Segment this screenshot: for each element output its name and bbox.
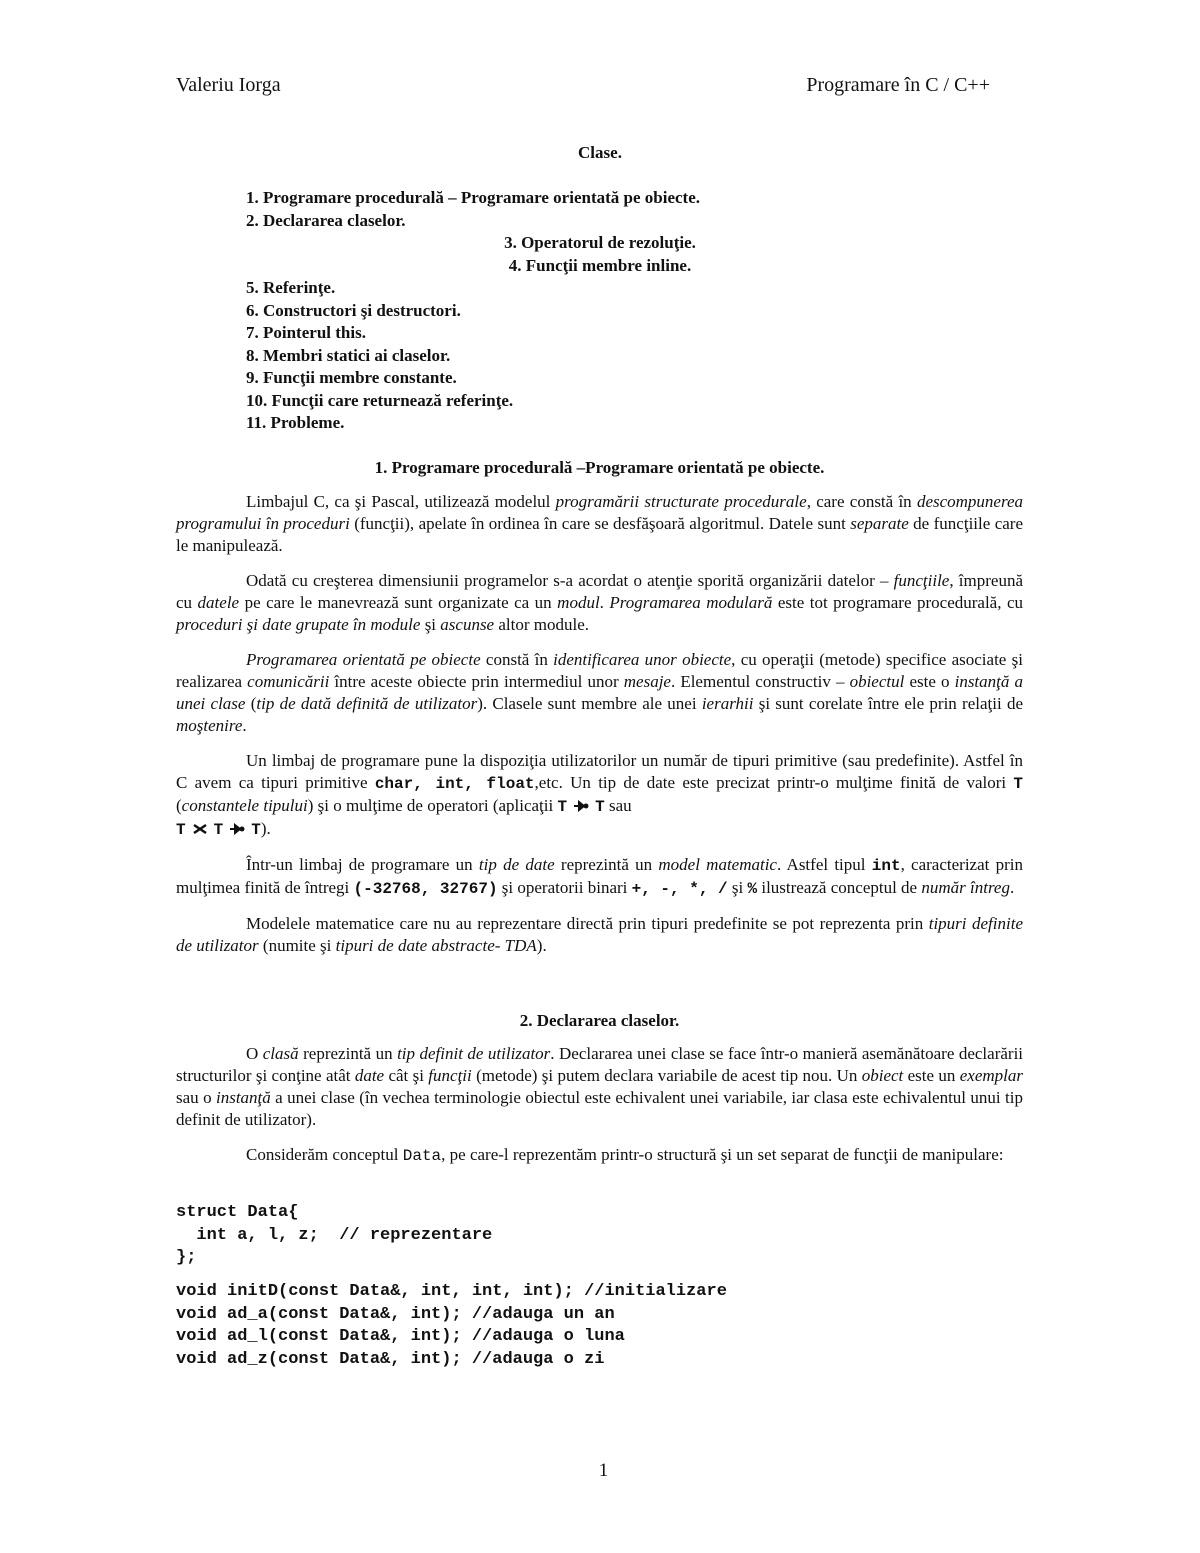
toc-item: 3. Operatorul de rezoluţie.	[504, 233, 696, 252]
arrow-symbol-icon	[573, 800, 589, 812]
toc-item: 9. Funcţii membre constante.	[246, 368, 457, 387]
toc-item: 6. Constructori şi destructori.	[246, 300, 461, 320]
paragraph: Un limbaj de programare pune la dispoziţia utilizatorilor un număr de tipuri primitive (sau predefinite). Astfel în C avem ca tipuri primitive char, int, float,etc. Un tip de date este precizat printr-o mulţime finită de valori T (constantele tipului) şi o mulţime de operatori (aplicaţii T T sau T T T).	[176, 751, 1023, 839]
header-author: Valeriu Iorga	[176, 74, 281, 96]
section-1-body	[176, 491, 1023, 957]
code-line: void ad_a(const Data&, int); //adauga un an	[176, 1304, 615, 1324]
paragraph: Într-un limbaj de programare un tip de date reprezintă un model matematic. Astfel tipul int, caracterizat prin mulţimea finită de întregi (-32768, 32767) şi operatorii binari +, -, *, / şi % ilustrează conceptul de număr întreg.	[176, 855, 1023, 898]
paragraph: Programarea orientată pe obiecte constă în identificarea unor obiecte, cu operaţii (metode) specifice asociate şi realizarea comunicării între aceste obiecte prin intermediul unor mesaje. Elementul constructiv – obiectul este o instanţă a unei clase (tip de dată definită de utilizator). Clasele sunt membre ale unei ierarhii şi sunt corelate între ele prin relaţii de moştenire.	[176, 650, 1023, 735]
section-2-body	[176, 1043, 1023, 1167]
section-1-heading: 1. Programare procedurală –Programare orientată pe obiecte.	[374, 458, 825, 477]
paragraph: Odată cu creşterea dimensiunii programelor s-a acordat o atenţie sporită organizării datelor – funcţiile, împreună cu datele pe care le manevrează sunt organizate ca un modul. Programarea modulară este tot programare procedurală, cu proceduri şi date grupate în module şi ascunse altor module.	[176, 571, 1024, 634]
code-line: void ad_l(const Data&, int); //adauga o luna	[176, 1327, 625, 1346]
paragraph: Modelele matematice care nu au reprezentare directă prin tipuri predefinite se pot reprezenta prin tipuri definite de utilizator (numite şi tipuri de date abstracte- TDA).	[176, 914, 1023, 955]
toc-item: 10. Funcţii care returnează referinţe.	[246, 390, 514, 410]
code-block-struct	[176, 1202, 492, 1270]
toc-item: 2. Declararea claselor.	[246, 210, 406, 230]
page-number: 1	[598, 1460, 609, 1481]
toc-item: 1. Programare procedurală – Programare orientată pe obiecte.	[246, 188, 701, 207]
header-course: Programare în C / C++	[806, 74, 990, 96]
arrow-symbol-icon	[229, 823, 245, 835]
toc-item: 7. Pointerul this.	[246, 323, 366, 342]
code-line: };	[176, 1248, 197, 1267]
code-line: void initD(const Data&, int, int, int); //initializare	[176, 1282, 727, 1301]
paragraph: Considerăm conceptul Data, pe care-l reprezentăm printr-o structură şi un set separat de funcţii de manipulare:	[246, 1145, 1004, 1165]
toc-item: 11. Probleme.	[246, 413, 345, 432]
paragraph: O clasă reprezintă un tip definit de utilizator. Declararea unei clase se face într-o manieră asemănătoare declarării structurilor şi conţine atât date cât şi funcţii (metode) şi putem declara variabile de acest tip nou. Un obiect este un exemplar sau o instanţă a unei clase (în vechea terminologie obiectul este echivalent unei variabile, iar clasa este echivalentul unui tip definit de utilizator).	[176, 1044, 1024, 1129]
code-block-functions	[176, 1281, 727, 1371]
section-2-heading: 2. Declararea claselor.	[519, 1011, 680, 1030]
paragraph: Limbajul C, ca şi Pascal, utilizează modelul programării structurate procedurale, care constă în descompunerea programului în proceduri (funcţii), apelate în ordinea în care se desfăşoară algoritmul. Datele sunt separate de funcţiile care le manipulează.	[176, 492, 1023, 555]
code-line: int a, l, z; // reprezentare	[176, 1225, 493, 1245]
cross-symbol-icon	[192, 823, 208, 835]
page-title: Clase.	[578, 143, 622, 162]
code-line: struct Data{	[176, 1203, 299, 1222]
toc-item: 5. Referinţe.	[246, 278, 336, 297]
toc-item: 8. Membri statici ai claselor.	[246, 345, 451, 365]
table-of-contents	[246, 187, 966, 435]
toc-item: 4. Funcţii membre inline.	[508, 255, 692, 275]
code-line: void ad_z(const Data&, int); //adauga o zi	[176, 1349, 605, 1369]
